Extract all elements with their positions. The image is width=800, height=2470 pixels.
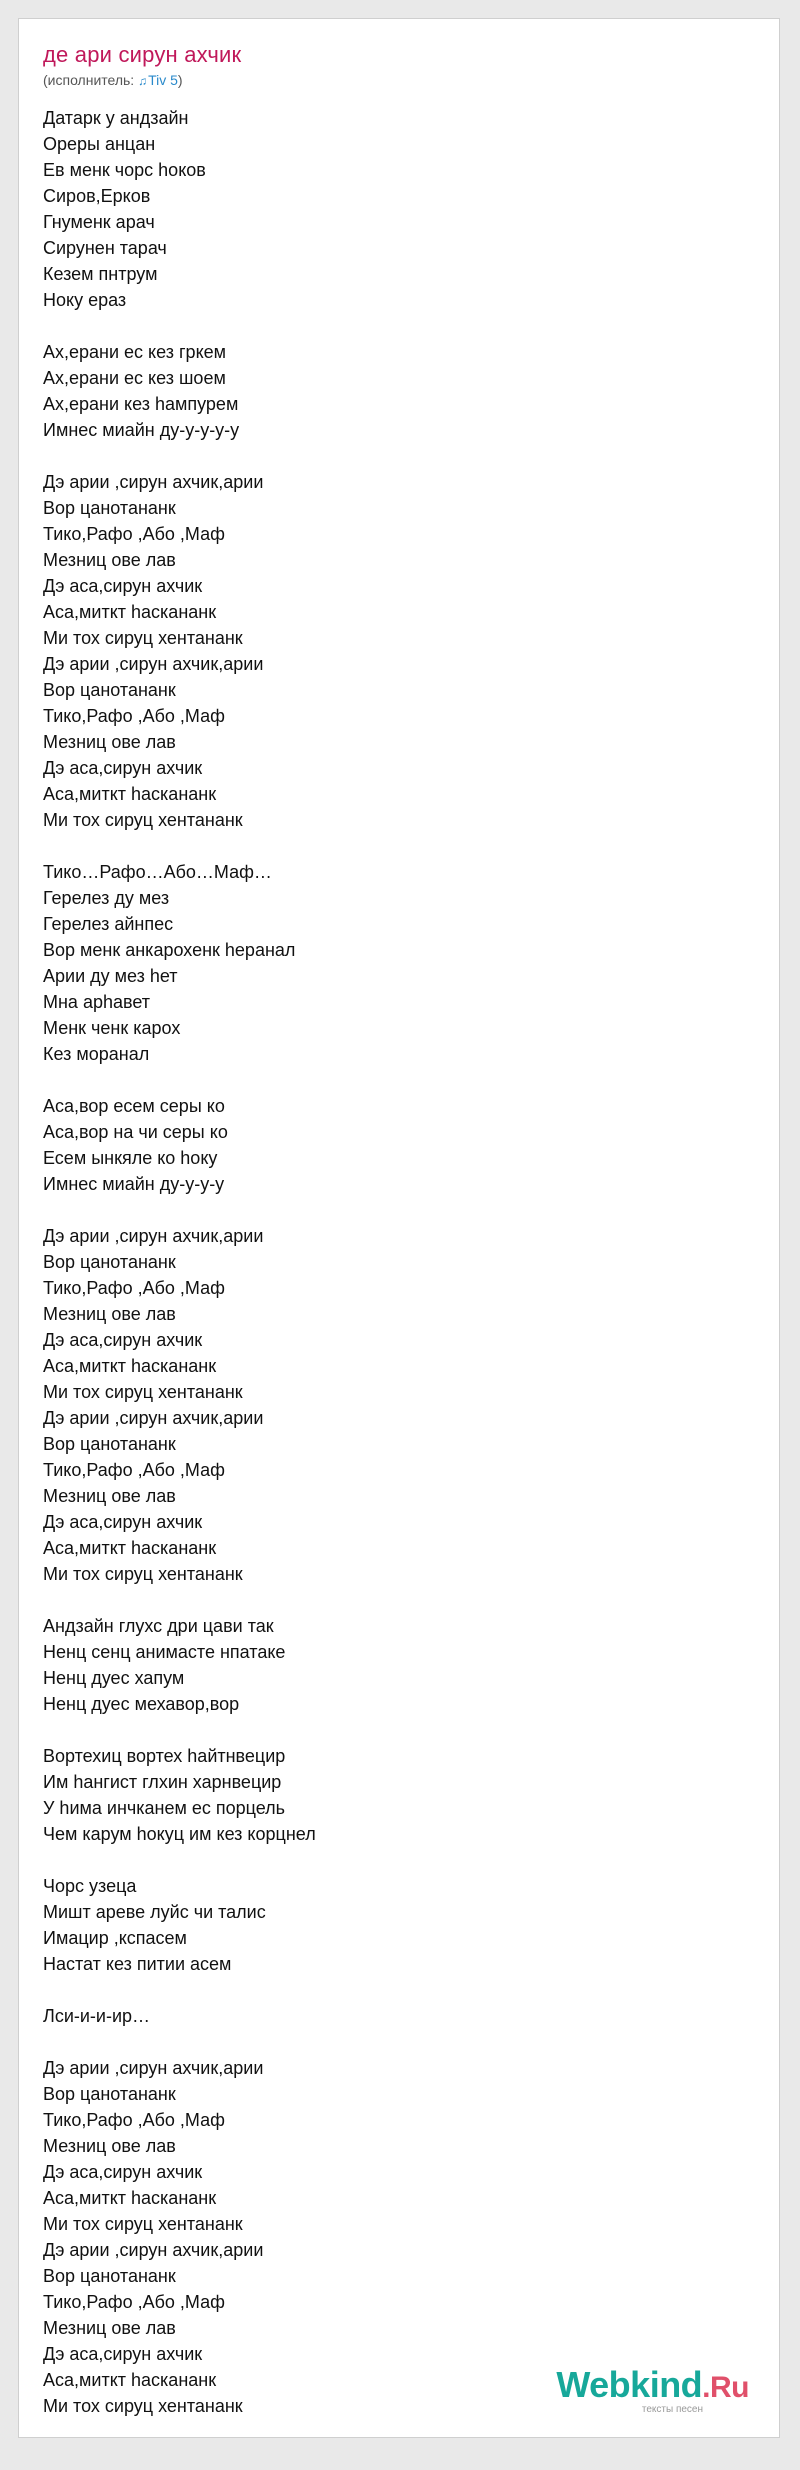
lyrics-card (18, 18, 780, 2438)
lyric-line: Дэ арии ,сирун ахчик,арии (43, 1408, 264, 1428)
lyric-line: Ноку ераз (43, 290, 127, 310)
lyric-line: Ми тох сируц хентананк (43, 1564, 243, 1584)
lyric-line: Аса,миткт hаскананк (43, 784, 217, 804)
performer-line (43, 72, 183, 89)
lyric-line: Кез моранал (43, 1044, 150, 1064)
lyric-line: Ненц дуес мехавор,вор (43, 1694, 240, 1714)
lyric-line: Тико,Рафо ,Або ,Маф (43, 706, 225, 726)
lyric-line: Тико,Рафо ,Або ,Маф (43, 2292, 225, 2312)
lyric-line: Ах,ерани кез hампурем (43, 394, 239, 414)
lyric-line: Тико,Рафо ,Або ,Маф (43, 1278, 225, 1298)
lyric-line: Дэ арии ,сирун ахчик,арии (43, 1226, 264, 1246)
lyric-line: Ми тох сируц хентананк (43, 1382, 243, 1402)
brand-logo[interactable] (556, 2364, 749, 2405)
lyric-line: Чорс узеца (43, 1876, 137, 1896)
lyric-line: Аса,миткт hаскананк (43, 2370, 217, 2390)
lyric-line: Аса,миткт hаскананк (43, 602, 217, 622)
brand-logo-main: Webkind (556, 2364, 703, 2405)
lyric-line: Дэ аса,сирун ахчик (43, 576, 203, 596)
lyric-line: Дэ аса,сирун ахчик (43, 2162, 203, 2182)
lyric-line: Ми тох сируц хентананк (43, 2396, 243, 2416)
lyric-line: Дэ аса,сирун ахчик (43, 2344, 203, 2364)
lyric-line: Гнуменк арач (43, 212, 155, 232)
lyrics-stanza (43, 339, 743, 443)
lyrics-stanza (43, 1873, 743, 1977)
lyric-line: Вор цанотананк (43, 2266, 176, 2286)
lyric-line: Ев менк чорс hоков (43, 160, 206, 180)
lyric-line: Тико…Рафо…Або…Маф… (43, 862, 272, 882)
lyric-line: Аса,миткт hаскананк (43, 1538, 217, 1558)
lyric-line: Ми тох сируц хентананк (43, 810, 243, 830)
lyrics-stanza (43, 1613, 743, 1717)
brand-tagline: тексты песен (641, 2404, 703, 2415)
lyrics-stanza (43, 2003, 743, 2029)
site-brand[interactable] (556, 2364, 749, 2415)
lyric-line: Имнес миайн ду-у-у-у (43, 1174, 225, 1194)
lyrics-stanza (43, 1093, 743, 1197)
lyric-line: Мезниц ове лав (43, 2318, 176, 2338)
lyric-line: Вор цанотананк (43, 2084, 176, 2104)
lyric-line: Тико,Рафо ,Або ,Маф (43, 1460, 225, 1480)
lyrics-stanza (43, 859, 743, 1067)
lyrics-stanza (43, 1223, 743, 1587)
lyrics-stanza (43, 1743, 743, 1847)
lyric-line: Ненц дуес хапум (43, 1668, 185, 1688)
lyric-line: Аса,миткт hаскананк (43, 1356, 217, 1376)
lyric-line: Дэ аса,сирун ахчик (43, 758, 203, 778)
lyrics-body (43, 105, 743, 2445)
lyric-line: Тико,Рафо ,Або ,Маф (43, 2110, 225, 2130)
lyric-line: Мезниц ове лав (43, 550, 176, 570)
lyric-line: Ми тох сируц хентананк (43, 2214, 243, 2234)
lyric-line: Вортехиц вортех hайтнвецир (43, 1746, 286, 1766)
lyric-line: Арии ду мез hет (43, 966, 178, 986)
lyric-line: Мна арhавет (43, 992, 151, 1012)
music-note-icon: ♫ (138, 74, 148, 88)
lyric-line: Ми тох сируц хентананк (43, 628, 243, 648)
lyric-line: Герелез айнпес (43, 914, 174, 934)
lyric-line: Лси-и-и-ир… (43, 2006, 151, 2026)
lyric-line: Чем карум hокуц им кез корцнел (43, 1824, 316, 1844)
lyric-line: Аса,вор есем серы ко (43, 1096, 225, 1116)
lyric-line: Мезниц ове лав (43, 1304, 176, 1324)
lyric-line: Сиров,Ерков (43, 186, 151, 206)
lyric-line: Дэ арии ,сирун ахчик,арии (43, 2058, 264, 2078)
lyric-line: Датарк у андзайн (43, 108, 189, 128)
lyric-line: Вор цанотананк (43, 680, 176, 700)
brand-logo-tld: .Ru (702, 2371, 749, 2404)
lyric-line: Мезниц ове лав (43, 1486, 176, 1506)
lyric-line: Имацир ,кспасем (43, 1928, 187, 1948)
lyric-line: Тико,Рафо ,Або ,Маф (43, 524, 225, 544)
lyric-line: Ах,ерани ес кез шоем (43, 368, 226, 388)
performer-link[interactable]: Tiv 5 (148, 72, 178, 88)
lyrics-stanza (43, 469, 743, 833)
lyric-line: Дэ арии ,сирун ахчик,арии (43, 654, 264, 674)
lyric-line: Кезем пнтрум (43, 264, 158, 284)
lyric-line: Дэ арии ,сирун ахчик,арии (43, 472, 264, 492)
lyric-line: Мезниц ове лав (43, 732, 176, 752)
lyric-line: Мезниц ове лав (43, 2136, 176, 2156)
lyric-line: Аса,миткт hаскананк (43, 2188, 217, 2208)
lyric-line: Мишт ареве луйс чи талис (43, 1902, 266, 1922)
lyric-line: Дэ арии ,сирун ахчик,арии (43, 2240, 264, 2260)
lyrics-stanza (43, 105, 743, 313)
lyric-line: Имнес миайн ду-у-у-у-у (43, 420, 240, 440)
lyric-line: Вор цанотананк (43, 498, 176, 518)
lyric-line: Ах,ерани ес кез гркем (43, 342, 227, 362)
lyric-line: Дэ аса,сирун ахчик (43, 1512, 203, 1532)
lyric-line: Вор цанотананк (43, 1252, 176, 1272)
song-title: де ари сирун ахчик (43, 42, 242, 67)
lyric-line: Вор цанотананк (43, 1434, 176, 1454)
lyric-line: Настат кез питии асем (43, 1954, 232, 1974)
lyric-line: Вор менк анкарохенк hеранал (43, 940, 296, 960)
lyric-line: Им hангист глхин харнвецир (43, 1772, 282, 1792)
lyric-line: У hима инчканем ес порцель (43, 1798, 286, 1818)
lyric-line: Дэ аса,сирун ахчик (43, 1330, 203, 1350)
lyric-line: Сирунен тарач (43, 238, 167, 258)
performer-prefix: (исполнитель: (43, 72, 139, 88)
lyric-line: Ненц сенц анимасте нпатаке (43, 1642, 286, 1662)
lyric-line: Менк ченк карох (43, 1018, 181, 1038)
lyric-line: Андзайн глухс дри цави так (43, 1616, 274, 1636)
lyric-line: Аса,вор на чи серы ко (43, 1122, 228, 1142)
performer-suffix: ) (177, 72, 183, 88)
lyric-line: Есем ынкяле ко hоку (43, 1148, 218, 1168)
lyric-line: Ореры анцан (43, 134, 156, 154)
lyric-line: Герелез ду мез (43, 888, 170, 908)
